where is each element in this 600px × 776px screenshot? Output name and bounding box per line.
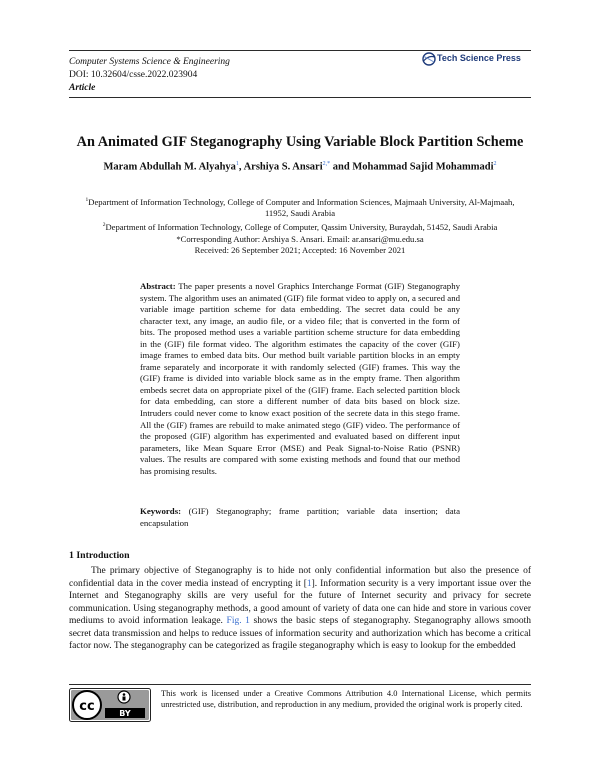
author-separator: , <box>238 161 244 173</box>
abstract <box>140 281 460 477</box>
affiliation <box>74 220 526 233</box>
affiliation-marker: 1 <box>85 197 89 203</box>
author-list <box>69 161 531 173</box>
keywords-text: (GIF) Steganography; frame partition; variable data insertion; data encapsulation <box>140 506 460 528</box>
journal-name: Computer Systems Science & Engineering <box>69 57 230 67</box>
top-rule <box>69 50 531 51</box>
abstract-text: The paper presents a novel Graphics Interchange Format (GIF) Steganography system. The algorithm uses an animated (GIF) file format video to apply on, a secured and variable image partition scheme for data embedding. The secret data could be any character text, any image, an audio file, or a video file; that is converted in the form of bits. The proposed method uses a variable partition scheme structure for data embedding in the (GIF) file format video. The algorithm estimates the capacity of the cover (GIF) image frames to embed data bits. Our method built variable partition blocks in an empty frame separately and incorporate it with randomly selected (GIF) frames. This way the (GIF) frame is divided into variable block same as in the empty frame. Then algorithm embeds secret data on appropriate pixel of the (GIF) frame. Each selected partition block for data embedding, can store a different number of data bits based on block size. Intruders could never come to know exact position of the secrete data in this stego frame. All the (GIF) frames are rebuild to make animated stego (GIF) video. The performance of the proposed (GIF) algorithm has experimented and evaluated based on different input parameters, like Mean Square Error (MSE) and Peak Signal-to-Noise Ratio (PSNR) values. The results are compared with some existing methods and found that our method has promising results. <box>140 281 460 476</box>
author-affiliation-marker[interactable]: 1 <box>235 161 239 167</box>
author-name: Arshiya S. Ansari <box>243 161 323 173</box>
by-label: BY <box>119 709 131 718</box>
publisher-name: Tech Science Press <box>437 53 521 63</box>
cc-label: cc <box>79 699 95 714</box>
paragraph <box>69 565 531 653</box>
affiliation <box>74 195 526 220</box>
doi[interactable]: DOI: 10.32604/csse.2022.023904 <box>69 70 198 80</box>
author-separator: and <box>330 161 353 173</box>
header-rule <box>69 97 531 98</box>
paragraph-text: shows the basic steps of steganography. Steganography allows smooth secret data transmission and helps to reduce issues of information security and authorization which has become a critical factor now. The steganography can be categorized as fragile steganography which is easy to lookup for the embedded <box>69 616 531 651</box>
license-text: This work is licensed under a Creative Commons Attribution 4.0 International License, which permits unrestricted use, distribution, and reproduction in any medium, provided the original work is properly cited. <box>161 689 531 709</box>
section-heading: 1 Introduction <box>69 550 130 561</box>
author-affiliation-marker[interactable]: 2 <box>493 161 497 167</box>
corresponding-author: *Corresponding Author: Arshiya S. Ansari. Email: ar.ansari@mu.edu.sa <box>176 233 424 244</box>
license-footer <box>69 688 531 724</box>
keywords-label: Keywords: <box>140 506 182 516</box>
publisher-globe-icon <box>422 52 436 66</box>
reference-link[interactable]: 1 <box>306 578 312 589</box>
keywords <box>140 506 460 529</box>
author-affiliation-marker[interactable]: 2,* <box>322 161 331 167</box>
abstract-label: Abstract: <box>140 281 176 291</box>
affiliation-text: Department of Information Technology, College of Computer, Qassim University, Buraydah, 51452, Saudi Arabia <box>105 221 498 232</box>
received-accepted-dates: Received: 26 September 2021; Accepted: 16 November 2021 <box>194 245 406 256</box>
author-name: Maram Abdullah M. Alyahya <box>103 161 236 173</box>
publisher-logo <box>422 52 534 68</box>
figure-link[interactable]: Fig. 1 <box>226 616 250 626</box>
affiliation-marker: 2 <box>102 222 106 229</box>
footer-rule <box>69 684 531 685</box>
paper-title: An Animated GIF Steganography Using Variable Block Partition Scheme <box>76 134 524 150</box>
affiliations <box>74 195 526 257</box>
author-name: Mohammad Sajid Mohammadi <box>352 161 494 173</box>
paragraph-text: ]. Information security is a very important issue over the Internet and Steganography skills are very useful for the future of Internet security and privacy for secrete communication. Using steganography methods, a good amount of variety of data one can hide and store in various cover mediums to avoid information leakage. <box>69 578 532 626</box>
affiliation-text: Department of Information Technology, College of Computer and Information Sciences, Majmaah University, Al-Majmaah, 11952, Saudi Arabia <box>88 196 515 219</box>
cc-by-license-badge[interactable] <box>69 688 151 722</box>
article-type: Article <box>69 83 96 93</box>
section-body <box>69 565 531 653</box>
paragraph-text: The primary objective of Steganography is to hide not only confidential information but also the presence of confidential data in the cover media instead of encrypting it [ <box>69 566 531 589</box>
